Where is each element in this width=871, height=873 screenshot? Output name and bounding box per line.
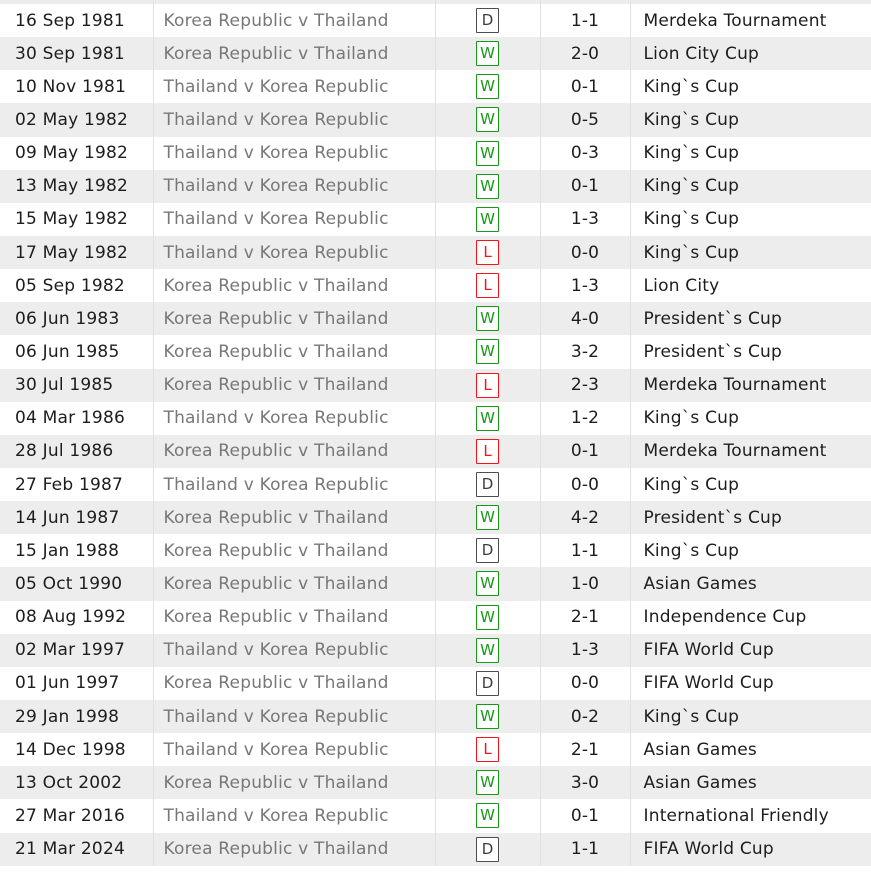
- result-cell: [435, 468, 540, 501]
- match-score: 1-1: [540, 4, 630, 37]
- match-row[interactable]: [0, 733, 871, 766]
- match-competition: President`s Cup: [630, 501, 871, 534]
- match-teams: Korea Republic v Thailand: [153, 534, 435, 567]
- match-row[interactable]: [0, 468, 871, 501]
- result-badge: L: [476, 273, 499, 298]
- result-cell: [435, 236, 540, 269]
- match-score: 3-2: [540, 335, 630, 368]
- match-date: 14 Jun 1987: [15, 507, 120, 528]
- match-date: 08 Aug 1992: [15, 607, 127, 628]
- result-cell: [435, 700, 540, 733]
- match-date: 06 Jun 1983: [15, 308, 120, 329]
- match-row[interactable]: [0, 667, 871, 700]
- match-competition: Asian Games: [630, 733, 871, 766]
- match-row[interactable]: [0, 634, 871, 667]
- result-cell: [435, 534, 540, 567]
- result-cell: [435, 733, 540, 766]
- result-cell: [435, 634, 540, 667]
- result-badge: W: [476, 770, 499, 795]
- match-teams: Thailand v Korea Republic: [153, 402, 435, 435]
- match-score: 1-3: [540, 634, 630, 667]
- result-badge: D: [476, 8, 499, 33]
- match-score: 3-0: [540, 766, 630, 799]
- match-row[interactable]: [0, 137, 871, 170]
- match-teams: Korea Republic v Thailand: [153, 37, 435, 70]
- match-date: 27 Feb 1987: [15, 474, 124, 495]
- match-score: 4-0: [540, 302, 630, 335]
- match-row[interactable]: [0, 269, 871, 302]
- result-badge: W: [476, 74, 499, 99]
- match-date: 30 Sep 1981: [15, 43, 125, 64]
- result-badge: D: [476, 472, 499, 497]
- match-date: 09 May 1982: [15, 143, 129, 164]
- result-badge: W: [476, 107, 499, 132]
- result-cell: [435, 203, 540, 236]
- match-competition: King`s Cup: [630, 70, 871, 103]
- result-badge: L: [476, 737, 499, 762]
- result-cell: [435, 335, 540, 368]
- match-score: 1-1: [540, 534, 630, 567]
- result-cell: [435, 37, 540, 70]
- match-competition: King`s Cup: [630, 103, 871, 136]
- match-row[interactable]: [0, 335, 871, 368]
- match-row[interactable]: [0, 766, 871, 799]
- result-badge: W: [476, 704, 499, 729]
- match-competition: King`s Cup: [630, 468, 871, 501]
- match-competition: FIFA World Cup: [630, 634, 871, 667]
- match-competition: Independence Cup: [630, 601, 871, 634]
- result-badge: W: [476, 41, 499, 66]
- match-competition: King`s Cup: [630, 700, 871, 733]
- match-competition: King`s Cup: [630, 203, 871, 236]
- match-teams: Thailand v Korea Republic: [153, 203, 435, 236]
- match-teams: Korea Republic v Thailand: [153, 601, 435, 634]
- match-row[interactable]: [0, 302, 871, 335]
- match-teams: Thailand v Korea Republic: [153, 236, 435, 269]
- result-badge: L: [476, 373, 499, 398]
- match-teams: Korea Republic v Thailand: [153, 369, 435, 402]
- result-cell: [435, 170, 540, 203]
- match-date: 29 Jan 1998: [15, 706, 120, 727]
- result-cell: [435, 269, 540, 302]
- result-cell: [435, 833, 540, 866]
- result-badge: L: [476, 240, 499, 265]
- match-row[interactable]: [0, 501, 871, 534]
- match-score: 2-1: [540, 733, 630, 766]
- match-score: 0-1: [540, 70, 630, 103]
- result-cell: [435, 799, 540, 832]
- match-score: 0-0: [540, 667, 630, 700]
- match-score: 0-0: [540, 236, 630, 269]
- result-cell: [435, 103, 540, 136]
- match-competition: Asian Games: [630, 567, 871, 600]
- match-score: 1-1: [540, 833, 630, 866]
- match-score: 1-3: [540, 269, 630, 302]
- match-row[interactable]: [0, 170, 871, 203]
- match-row[interactable]: [0, 103, 871, 136]
- result-badge: W: [476, 141, 499, 166]
- match-teams: Thailand v Korea Republic: [153, 137, 435, 170]
- result-cell: [435, 567, 540, 600]
- match-row[interactable]: [0, 601, 871, 634]
- match-date: 30 Jul 1985: [15, 375, 114, 396]
- match-date: 15 Jan 1988: [15, 540, 120, 561]
- match-teams: Korea Republic v Thailand: [153, 766, 435, 799]
- match-row[interactable]: [0, 70, 871, 103]
- result-cell: [435, 137, 540, 170]
- result-cell: [435, 369, 540, 402]
- result-cell: [435, 402, 540, 435]
- match-row[interactable]: [0, 700, 871, 733]
- result-cell: [435, 302, 540, 335]
- match-competition: International Friendly: [630, 799, 871, 832]
- match-date: 01 Jun 1997: [15, 673, 120, 694]
- match-row[interactable]: [0, 402, 871, 435]
- result-badge: W: [476, 605, 499, 630]
- result-badge: W: [476, 174, 499, 199]
- match-date: 15 May 1982: [15, 209, 129, 230]
- match-date: 17 May 1982: [15, 242, 129, 263]
- match-date: 05 Oct 1990: [15, 573, 123, 594]
- match-teams: Thailand v Korea Republic: [153, 634, 435, 667]
- match-competition: Merdeka Tournament: [630, 435, 871, 468]
- result-badge: W: [476, 571, 499, 596]
- match-date: 02 May 1982: [15, 109, 129, 130]
- match-teams: Korea Republic v Thailand: [153, 302, 435, 335]
- match-competition: King`s Cup: [630, 236, 871, 269]
- result-badge: W: [476, 406, 499, 431]
- match-date: 06 Jun 1985: [15, 341, 120, 362]
- result-badge: D: [476, 837, 499, 862]
- match-competition: FIFA World Cup: [630, 667, 871, 700]
- match-teams: Korea Republic v Thailand: [153, 667, 435, 700]
- match-score: 2-3: [540, 369, 630, 402]
- match-teams: Korea Republic v Thailand: [153, 269, 435, 302]
- match-row[interactable]: [0, 37, 871, 70]
- match-teams: Thailand v Korea Republic: [153, 170, 435, 203]
- match-competition: King`s Cup: [630, 534, 871, 567]
- match-date: 14 Dec 1998: [15, 739, 126, 760]
- match-row[interactable]: [0, 567, 871, 600]
- match-row[interactable]: [0, 369, 871, 402]
- match-teams: Korea Republic v Thailand: [153, 435, 435, 468]
- match-competition: King`s Cup: [630, 402, 871, 435]
- result-cell: [435, 435, 540, 468]
- result-cell: [435, 766, 540, 799]
- result-badge: W: [476, 803, 499, 828]
- match-score: 4-2: [540, 501, 630, 534]
- match-teams: Korea Republic v Thailand: [153, 4, 435, 37]
- match-date: 02 Mar 1997: [15, 640, 125, 661]
- match-date: 16 Sep 1981: [15, 10, 125, 31]
- match-score: 0-5: [540, 103, 630, 136]
- match-date: 05 Sep 1982: [15, 275, 125, 296]
- match-score: 0-2: [540, 700, 630, 733]
- match-teams: Thailand v Korea Republic: [153, 700, 435, 733]
- result-cell: [435, 601, 540, 634]
- match-score: 1-3: [540, 203, 630, 236]
- match-date: 21 Mar 2024: [15, 839, 125, 860]
- match-competition: President`s Cup: [630, 335, 871, 368]
- match-date: 13 Oct 2002: [15, 772, 123, 793]
- match-score: 0-3: [540, 137, 630, 170]
- match-competition: King`s Cup: [630, 137, 871, 170]
- match-row[interactable]: [0, 435, 871, 468]
- match-date: 28 Jul 1986: [15, 441, 114, 462]
- match-score: 2-1: [540, 601, 630, 634]
- match-date: 10 Nov 1981: [15, 76, 127, 97]
- match-row[interactable]: [0, 534, 871, 567]
- match-competition: President`s Cup: [630, 302, 871, 335]
- result-cell: [435, 501, 540, 534]
- match-row[interactable]: [0, 236, 871, 269]
- match-teams: Korea Republic v Thailand: [153, 335, 435, 368]
- match-competition: Merdeka Tournament: [630, 4, 871, 37]
- match-competition: Lion City: [630, 269, 871, 302]
- match-score: 0-1: [540, 799, 630, 832]
- match-row[interactable]: [0, 4, 871, 37]
- match-score: 0-1: [540, 170, 630, 203]
- match-competition: Merdeka Tournament: [630, 369, 871, 402]
- match-competition: Lion City Cup: [630, 37, 871, 70]
- match-row[interactable]: [0, 799, 871, 832]
- match-score: 1-0: [540, 567, 630, 600]
- result-cell: [435, 667, 540, 700]
- result-cell: [435, 4, 540, 37]
- result-badge: W: [476, 207, 499, 232]
- match-competition: King`s Cup: [630, 170, 871, 203]
- match-date: 04 Mar 1986: [15, 408, 125, 429]
- match-teams: Thailand v Korea Republic: [153, 70, 435, 103]
- match-row[interactable]: [0, 833, 871, 866]
- match-score: 0-1: [540, 435, 630, 468]
- match-competition: Asian Games: [630, 766, 871, 799]
- result-cell: [435, 70, 540, 103]
- match-score: 0-0: [540, 468, 630, 501]
- match-row[interactable]: [0, 203, 871, 236]
- match-score: 2-0: [540, 37, 630, 70]
- result-badge: D: [476, 671, 499, 696]
- match-teams: Thailand v Korea Republic: [153, 799, 435, 832]
- match-competition: FIFA World Cup: [630, 833, 871, 866]
- result-badge: L: [476, 439, 499, 464]
- result-badge: W: [476, 339, 499, 364]
- match-teams: Thailand v Korea Republic: [153, 468, 435, 501]
- result-badge: W: [476, 505, 499, 530]
- match-teams: Korea Republic v Thailand: [153, 833, 435, 866]
- result-badge: D: [476, 538, 499, 563]
- match-teams: Korea Republic v Thailand: [153, 567, 435, 600]
- match-date: 13 May 1982: [15, 176, 129, 197]
- match-score: 1-2: [540, 402, 630, 435]
- match-teams: Thailand v Korea Republic: [153, 733, 435, 766]
- match-teams: Thailand v Korea Republic: [153, 103, 435, 136]
- result-badge: W: [476, 306, 499, 331]
- match-teams: Korea Republic v Thailand: [153, 501, 435, 534]
- result-badge: W: [476, 638, 499, 663]
- match-date: 27 Mar 2016: [15, 805, 125, 826]
